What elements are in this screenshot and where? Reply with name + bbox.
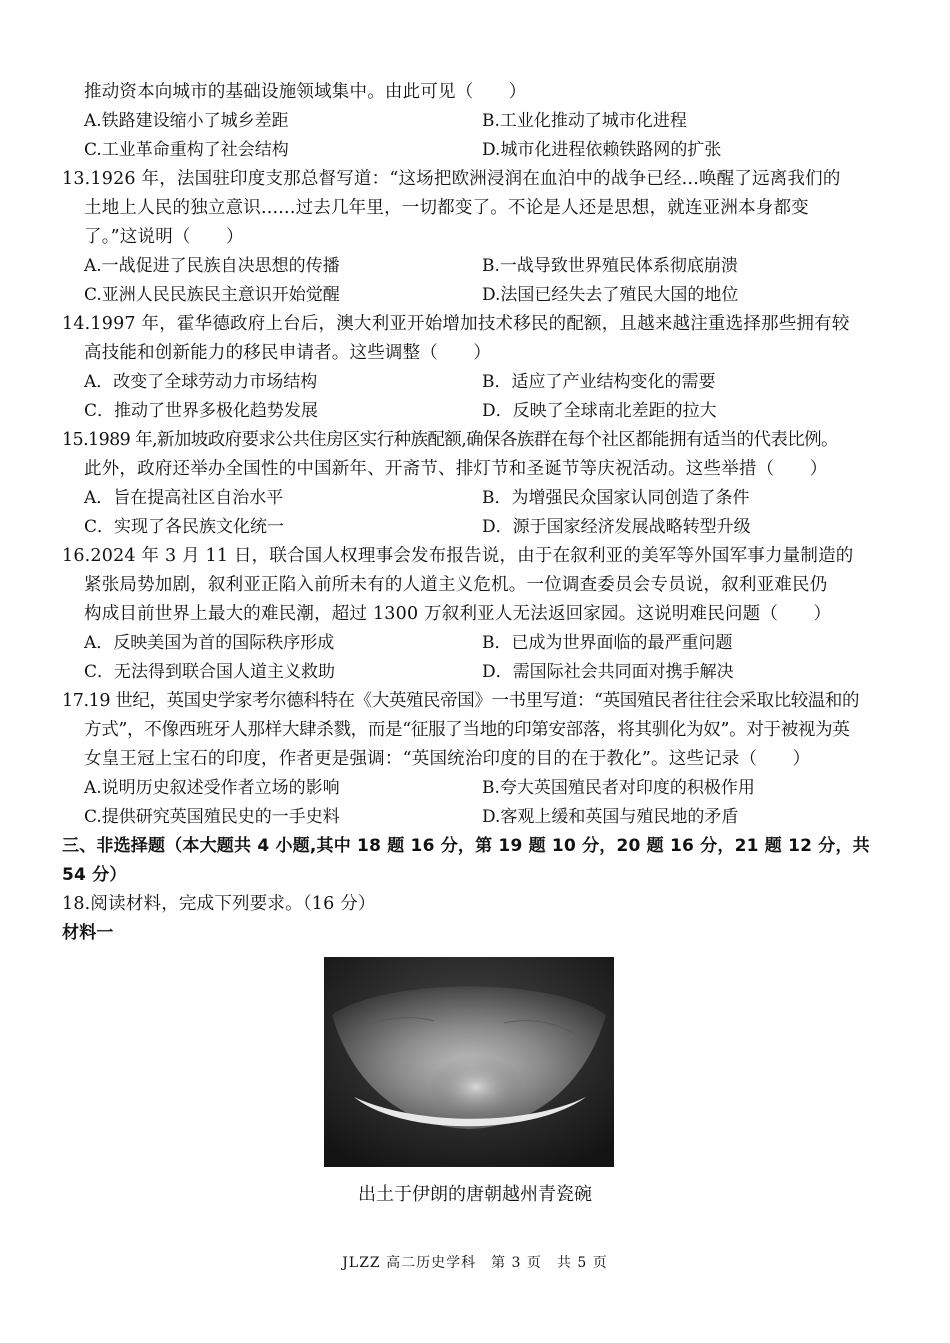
q15-option-b: B．为增强民众国家认同创造了条件 xyxy=(482,488,750,508)
q13-option-b: B.一战导致世界殖民体系彻底崩溃 xyxy=(482,256,738,276)
material-label: 材料一 xyxy=(62,923,114,943)
photo-caption: 出土于伊朗的唐朝越州青瓷碗 xyxy=(358,1184,592,1205)
q13-option-c: C.亚洲人民民族民主意识开始觉醒 xyxy=(84,285,340,305)
q17-option-d: D.客观上缓和英国与殖民地的矛盾 xyxy=(482,807,739,827)
q15-option-d: D．源于国家经济发展战略转型升级 xyxy=(482,517,751,537)
q16-option-c: C．无法得到联合国人道主义救助 xyxy=(84,662,336,682)
q13-option-a: A.一战促进了民族自决思想的传播 xyxy=(84,256,340,276)
q16-option-b: B．已成为世界面临的最严重问题 xyxy=(482,633,733,653)
q15-option-a: A．旨在提高社区自治水平 xyxy=(84,488,284,508)
q17-option-a: A.说明历史叙述受作者立场的影响 xyxy=(84,778,340,798)
q12-option-a: A.铁路建设缩小了城乡差距 xyxy=(84,111,289,131)
q12-stem-cont: 推动资本向城市的基础设施领域集中。由此可见（ ） xyxy=(84,82,527,102)
q15-option-c: C．实现了各民族文化统一 xyxy=(84,517,285,537)
celadon-bowl-photo xyxy=(324,957,614,1167)
q14-option-d: D．反映了全球南北差距的拉大 xyxy=(482,401,717,421)
q14-option-c: C．推动了世界多极化趋势发展 xyxy=(84,401,319,421)
q16-option-a: A．反映美国为首的国际秩序形成 xyxy=(84,633,335,653)
q13-stem-line1: 13.1926 年，法国驻印度支那总督写道：“这场把欧洲浸润在血泊中的战争已经...唤醒了远离我们的 xyxy=(62,169,841,189)
q12-option-c: C.工业革命重构了社会结构 xyxy=(84,140,289,160)
q17-stem-line2: 方式”，不像西班牙人那样大肆杀戮，而是“征服了当地的印第安部落，将其驯化为奴”。对于被视为英 xyxy=(84,720,850,740)
q12-option-d: D.城市化进程依赖铁路网的扩张 xyxy=(482,140,722,160)
q15-stem-line2: 此外，政府还举办全国性的中国新年、开斋节、排灯节和圣诞节等庆祝活动。这些举措（ ） xyxy=(84,459,828,479)
q13-stem-line3: 了。”这说明（ ） xyxy=(84,227,244,247)
section-heading-line1: 三、非选择题（本大题共 4 小题,其中 18 题 16 分，第 19 题 10 分，20 题 16 分，21 题 12 分，共 xyxy=(62,836,870,856)
q14-stem-line1: 14.1997 年，霍华德政府上台后，澳大利亚开始增加技术移民的配额，且越来越注重选择那些拥有较 xyxy=(62,314,850,334)
q13-option-d: D.法国已经失去了殖民大国的地位 xyxy=(482,285,739,305)
q17-option-c: C.提供研究英国殖民史的一手史料 xyxy=(84,807,340,827)
q14-stem-line2: 高技能和创新能力的移民申请者。这些调整（ ） xyxy=(84,343,492,363)
q17-option-b: B.夸大英国殖民者对印度的积极作用 xyxy=(482,778,755,798)
q16-stem-line3: 构成目前世界上最大的难民潮，超过 1300 万叙利亚人无法返回家园。这说明难民问题（ ） xyxy=(84,604,832,624)
q12-option-b: B.工业化推动了城市化进程 xyxy=(482,111,687,131)
q13-stem-line2: 土地上人民的独立意识......过去几年里，一切都变了。不论是人还是思想，就连亚洲本身都变 xyxy=(84,198,809,218)
page-footer: JLZZ 高二历史学科 第 3 页 共 5 页 xyxy=(342,1255,608,1271)
q15-stem-line1: 15.1989 年,新加坡政府要求公共住房区实行种族配额,确保各族群在每个社区都能拥有适当的代表比例。 xyxy=(62,430,838,450)
q16-stem-line1: 16.2024 年 3 月 11 日，联合国人权理事会发布报告说，由于在叙利亚的美军等外国军事力量制造的 xyxy=(62,546,854,566)
q14-option-a: A．改变了全球劳动力市场结构 xyxy=(84,372,318,392)
q16-option-d: D．需国际社会共同面对携手解决 xyxy=(482,662,734,682)
q18-stem: 18.阅读材料，完成下列要求。（16 分） xyxy=(62,894,376,914)
section-heading-line2: 54 分） xyxy=(62,865,127,885)
q16-stem-line2: 紧张局势加剧，叙利亚正陷入前所未有的人道主义危机。一位调查委员会专员说，叙利亚难民仍 xyxy=(84,575,828,595)
q17-stem-line1: 17.19 世纪，英国史学家考尔德科特在《大英殖民帝国》一书里写道：“英国殖民者往往会采取比较温和的 xyxy=(62,691,860,711)
q14-option-b: B．适应了产业结构变化的需要 xyxy=(482,372,716,392)
q17-stem-line3: 女皇王冠上宝石的印度，作者更是强调：“英国统治印度的目的在于教化”。这些记录（ ） xyxy=(84,749,811,769)
